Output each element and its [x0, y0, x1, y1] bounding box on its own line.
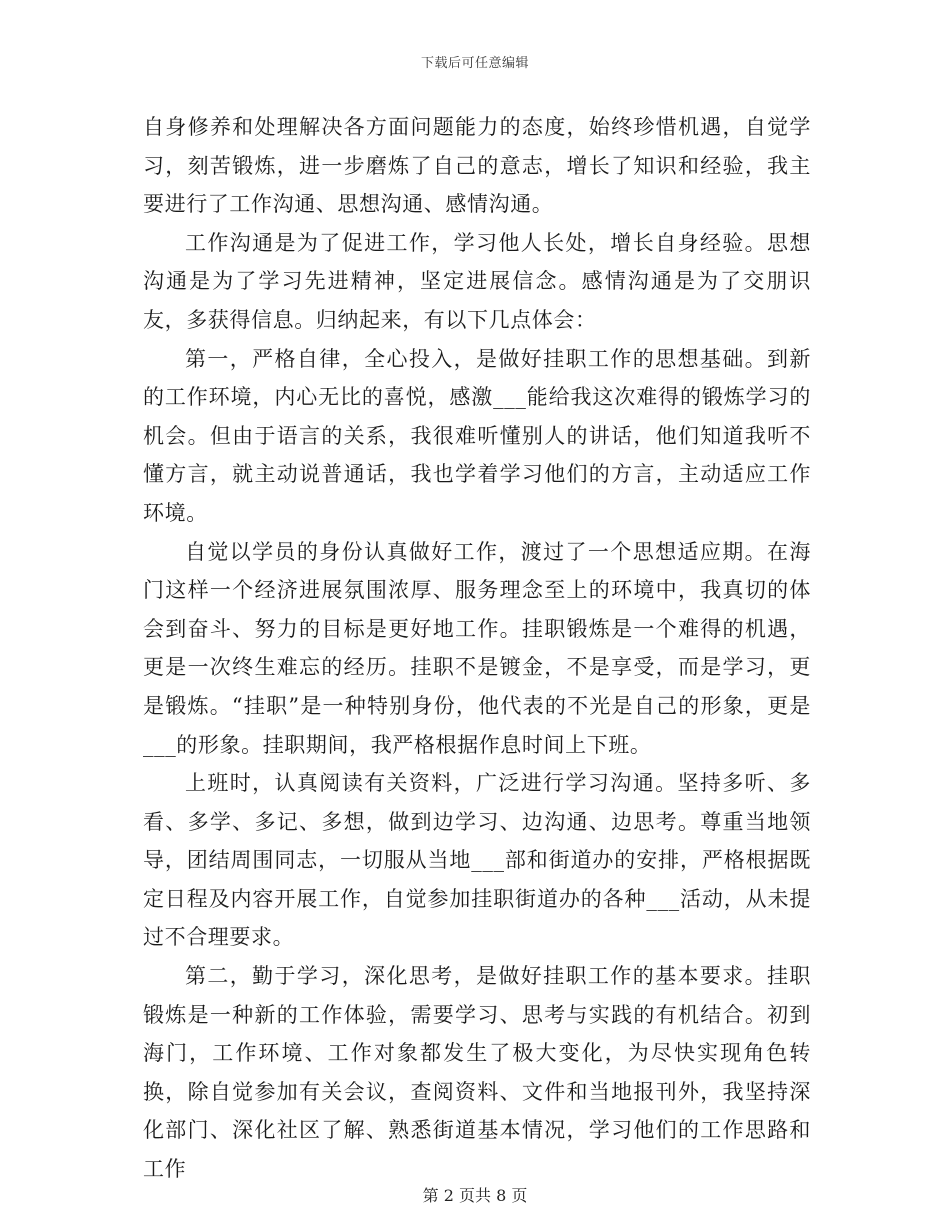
paragraph: 第一，严格自律，全心投入，是做好挂职工作的思想基础。到新的工作环境，内心无比的喜悦，感激___能给我这次难得的锻炼学习的机会。但由于语言的关系，我很难听懂别人的讲话，他们知道我听不懂方言，就主动说普通话，我也学着学习他们的方言，主动适应工作环境。 — [143, 346, 811, 525]
paragraph: 上班时，认真阅读有关资料，广泛进行学习沟通。坚持多听、多看、多学、多记、多想，做到边学习、边沟通、边思考。尊重当地领导，团结周围同志，一切服从当地___部和街道办的安排，严格根据既定日程及内容开展工作，自觉参加挂职街道办的各种___活动，从未提过不合理要求。 — [143, 771, 811, 950]
paragraph: 工作沟通是为了促进工作，学习他人长处，增长自身经验。思想沟通是为了学习先进精神，坚定进展信念。感情沟通是为了交朋识友，多获得信息。归纳起来，有以下几点体会： — [143, 230, 811, 332]
document-body — [143, 108, 811, 1189]
paragraph: 第二，勤于学习，深化思考，是做好挂职工作的基本要求。挂职锻炼是一种新的工作体验，需要学习、思考与实践的有机结合。初到海门，工作环境、工作对象都发生了极大变化，为尽快实现角色转换，除自觉参加有关会议，查阅资料、文件和当地报刊外，我坚持深化部门、深化社区了解、熟悉街道基本情况，学习他们的工作思路和工作 — [143, 964, 811, 1182]
page-header: 下载后可任意编辑 — [420, 56, 529, 71]
paragraph: 自身修养和处理解决各方面问题能力的态度，始终珍惜机遇，自觉学习，刻苦锻炼，进一步磨炼了自己的意志，增长了知识和经验，我主要进行了工作沟通、思想沟通、感情沟通。 — [143, 115, 811, 217]
paragraph: 自觉以学员的身份认真做好工作，渡过了一个思想适应期。在海门这样一个经济进展氛围浓厚、服务理念至上的环境中，我真切的体会到奋斗、努力的目标是更好地工作。挂职锻炼是一个难得的机遇，更是一次终生难忘的经历。挂职不是镀金，不是享受，而是学习，更是锻炼。“挂职”是一种特别身份，他代表的不光是自己的形象，更是___的形象。挂职期间，我严格根据作息时间上下班。 — [143, 539, 811, 757]
page-footer: 第 2 页共 8 页 — [422, 1186, 528, 1205]
